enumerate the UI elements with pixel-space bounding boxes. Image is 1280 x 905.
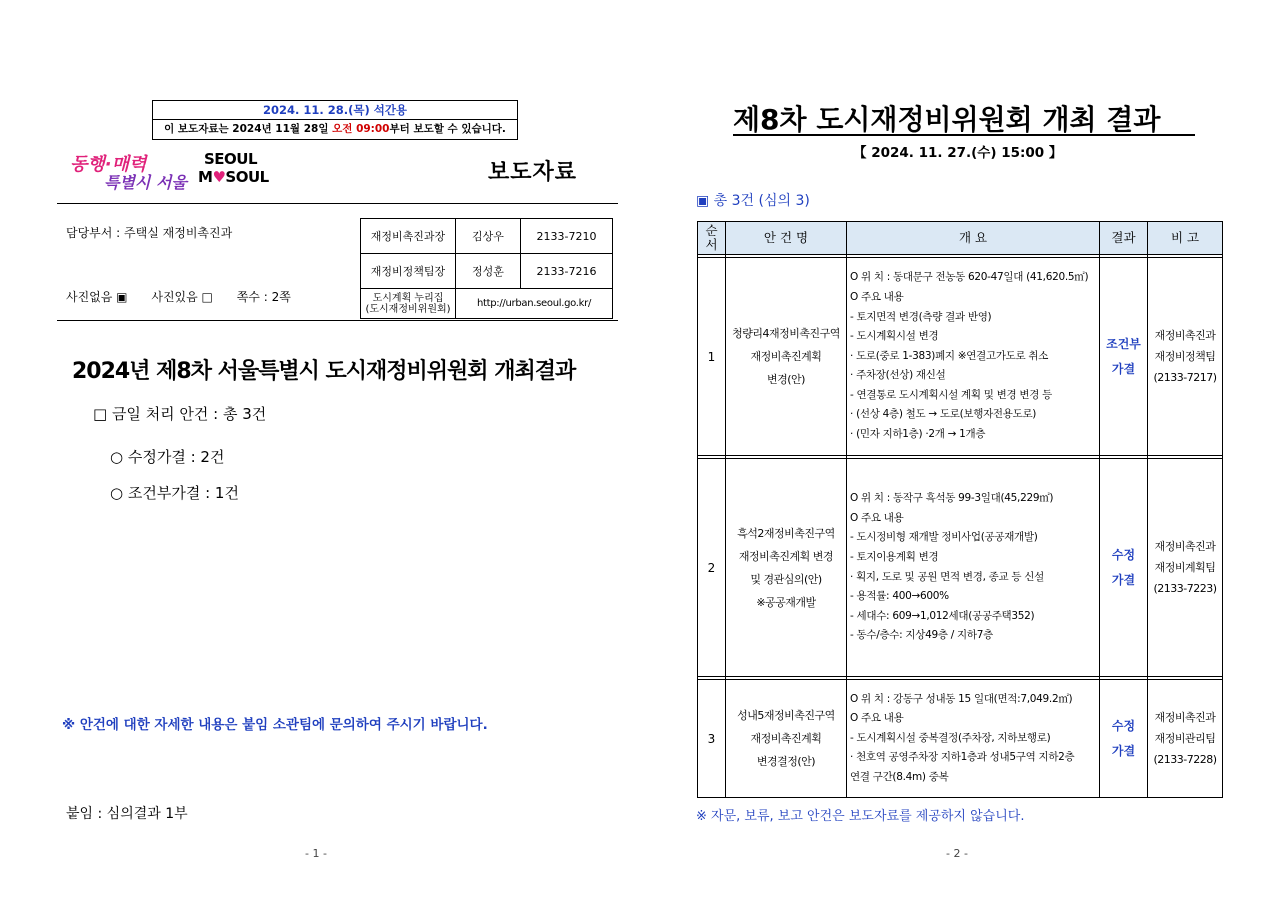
disclaimer-note: ※ 자문, 보류, 보고 안건은 보도자료를 제공하지 않습니다. [696,809,1025,824]
total-count: ▣ 총 3건 (심의 3) [696,193,810,209]
row-remark: 재정비촉진과 재정비관리팀 (2133-7228) [1148,680,1223,798]
embargo-time: 오전 09:00 [332,123,390,135]
row-agenda-name: 흑석2재정비촉진구역 재정비촉진계획 변경 및 경관심의(안) ※공공재개발 [726,459,847,677]
document-title: 제8차 도시재정비위원회 개최 결과 [733,103,1161,136]
header-result: 결과 [1100,222,1148,255]
contact-phone: 2133-7210 [521,219,613,254]
page-count: 쪽수 : 2쪽 [236,290,291,304]
website-label: 도시계획 누리집 (도시재정비위원회) [361,289,456,319]
header-seq: 순 서 [698,222,726,255]
contact-phone: 2133-7216 [521,254,613,289]
divider-mid [57,320,618,321]
row-seq: 1 [698,258,726,456]
row-remark: 재정비촉진과 재정비정책팀 (2133-7217) [1148,258,1223,456]
header-summary: 개 요 [847,222,1100,255]
row-result: 조건부 가결 [1100,258,1148,456]
row-summary: O 위 치 : 동작구 흑석동 99-3일대(45,229㎡) O 주요 내용 - 도시정비형 재개발 정비사업(공공재개발) - 토지이용계획 변경 · 획지, 도로 및 공원 면적 변경, 종교 등 신설 - 용적률: 400→600% - 세대수: 609→1,012세대(공공주택352) - 동수/층수: 지상49층 / 지하7층 [847,459,1100,677]
embargo-date: 2024. 11. 28.(목) 석간용 [153,101,517,120]
logo-my-soul-text [198,168,269,186]
row-remark: 재정비촉진과 재정비계획팀 (2133-7223) [1148,459,1223,677]
table-row [698,459,1223,677]
contact-role: 재정비정책팀장 [361,254,456,289]
no-photo-label: 사진없음 ▣ [66,290,128,304]
embargo-note [153,120,517,139]
result-conditional-approval: ○ 조건부가결 : 1건 [110,484,239,502]
row-seq: 3 [698,680,726,798]
embargo-note-suffix: 부터 보도할 수 있습니다. [389,123,506,135]
row-seq: 2 [698,459,726,677]
page-number-2: - 2 - [946,847,968,860]
row-agenda-name: 성내5재정비촉진구역 재정비촉진계획 변경결정(안) [726,680,847,798]
embargo-box [152,100,518,140]
website-url-link[interactable]: http://urban.seoul.go.kr/ [456,289,613,319]
inquiry-note: ※ 안건에 대한 자세한 내용은 붙임 소관팀에 문의하여 주시기 바랍니다. [62,717,488,733]
row-agenda-name: 청량리4재정비촉진구역 재정비촉진계획 변경(안) [726,258,847,456]
row-result: 수정 가결 [1100,680,1148,798]
table-row [698,680,1223,798]
results-table [697,221,1223,798]
logo-seoul-text: SEOUL [204,150,258,168]
row-summary: O 위 치 : 동대문구 전농동 620-47일대 (41,620.5㎡) O 주요 내용 - 토지면적 변경(측량 결과 반영) - 도시계획시설 변경 · 도로(중로 1-383)폐지 ※연결고가도로 취소 · 주차장(선상) 재신설 - 연결통로 도시계획시설 계획 및 변경 변경 등 · (선상 4층) 철도 → 도로(보행자전용도로) · (민자 지하1층) ·2개 → 1개층 [847,258,1100,456]
has-photo-label: 사진있음 □ [151,290,213,304]
contact-row [361,254,613,289]
divider-top [57,203,618,204]
seoul-my-soul-logo [198,150,269,190]
main-headline: 2024년 제8차 서울특별시 도시재정비위원회 개최결과 [72,359,576,384]
slogan-line-2: 특별시 서울 [104,173,187,192]
meeting-date: 【 2024. 11. 27.(수) 15:00 】 [853,145,1063,161]
table-row [698,258,1223,456]
title-underline [733,134,1195,136]
contact-role: 재정비촉진과장 [361,219,456,254]
contact-name: 김상우 [456,219,521,254]
logo-soul: SOUL [225,168,269,186]
table-header-row [698,222,1223,255]
page-number-1: - 1 - [305,847,327,860]
result-modified-approval: ○ 수정가결 : 2건 [110,448,225,466]
header-remark: 비 고 [1148,222,1223,255]
seoul-slogan-logo [70,150,187,194]
header-name: 안 건 명 [726,222,847,255]
contact-row-link [361,289,613,319]
row-result: 수정 가결 [1100,459,1148,677]
embargo-note-prefix: 이 보도자료는 2024년 11월 28일 [164,123,333,135]
contact-table [360,218,613,319]
photo-and-pages-info [66,288,311,305]
agenda-summary: □ 금일 처리 안건 : 총 3건 [93,405,267,423]
slogan-line-1: 동행·매력 [70,154,147,175]
logo-m: M [198,168,213,186]
row-summary: O 위 치 : 강동구 성내동 15 일대(면적:7,049.2㎡) O 주요 내용 - 도시계획시설 중복결정(주차장, 지하보행로) · 천호역 공영주차장 지하1층과 성내5구역 지하2층 연결 구간(8.4m) 중복 [847,680,1100,798]
department: 담당부서 : 주택실 재정비촉진과 [66,226,233,240]
attachment-note: 붙임 : 심의결과 1부 [66,806,188,822]
contact-row [361,219,613,254]
heart-icon: ♥ [212,168,226,186]
press-release-title: 보도자료 [488,160,578,185]
contact-name: 정성훈 [456,254,521,289]
